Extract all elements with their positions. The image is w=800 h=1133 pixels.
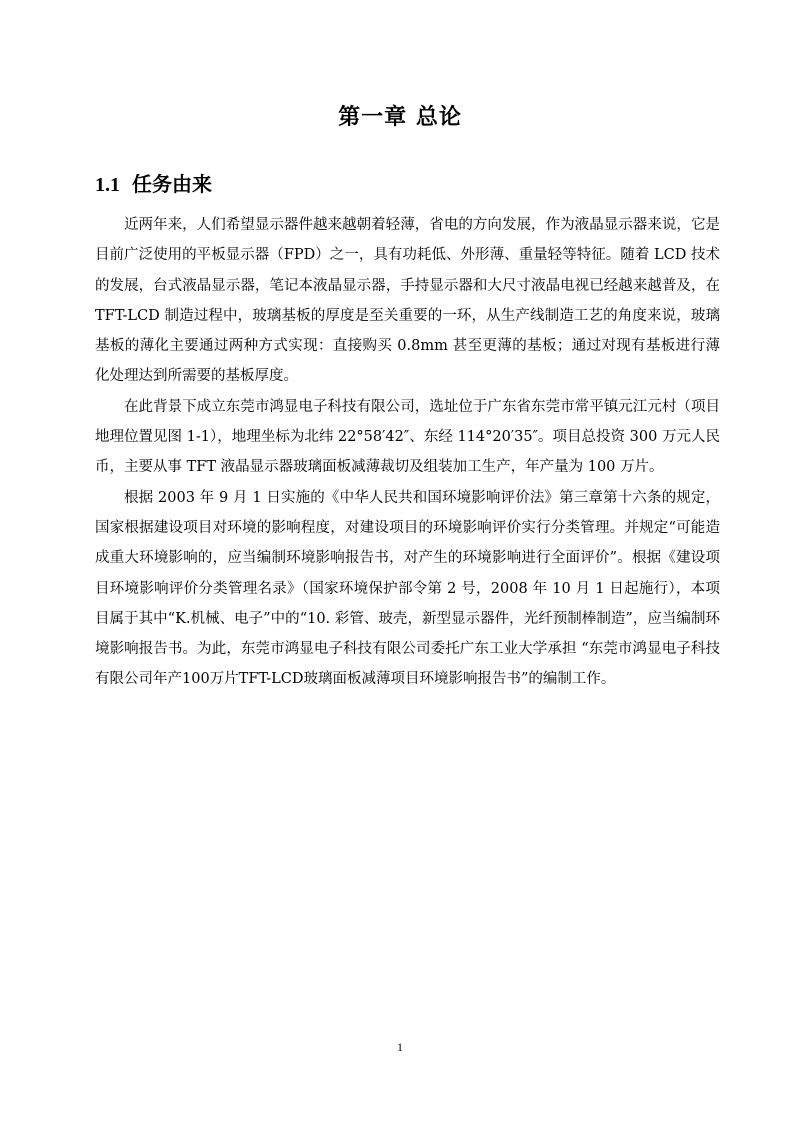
section-title: 任务由来 [132,172,212,196]
section-number: 1.1 [95,174,120,196]
paragraph-project-overview: 在此背景下成立东莞市鸿显电子科技有限公司，选址位于广东省东莞市常平镇元江元村（项目地理位置见图 1-1），地理坐标为北纬 22°58′42″、东经 114°20′35″。项目总投资 300 万元人民币，主要从事 TFT 液晶显示器玻璃面板减薄裁切及组装加工生产，年产量为 100 万片。 [95,398,720,476]
section-heading [95,168,212,197]
page-number: 1 [397,1040,403,1054]
body-text [95,210,720,695]
paragraph-legal-basis: 根据 2003 年 9 月 1 日实施的《中华人民共和国环境影响评价法》第三章第十六条的规定，国家根据建设项目对环境的影响程度，对建设项目的环境影响评价实行分类管理。并规定“可能造成重大环境影响的，应当编制环境影响报告书，对产生的环境影响进行全面评价”。根据《建设项目环境影响评价分类管理名录》（国家环境保护部令第 2 号，2008 年 10 月 1 日起施行），本项目属于其中“K.机械、电子”中的“10. 彩管、玻壳，新型显示器件，光纤预制棒制造”，应当编制环境影响报告书。为此，东莞市鸿显电子科技有限公司委托广东工业大学承担 “东莞市鸿显电子科技有限公司年产100万片TFT-LCD玻璃面板减薄项目环境影响报告书”的编制工作。 [95,489,720,688]
paragraph-background: 近两年来，人们希望显示器件越来越朝着轻薄，省电的方向发展，作为液晶显示器来说，它是目前广泛使用的平板显示器（FPD）之一，具有功耗低、外形薄、重量轻等特征。随着 LCD 技术的发展，台式液晶显示器，笔记本液晶显示器，手持显示器和大尺寸液晶电视已经越来越普及，在 TFT-LCD 制造过程中，玻璃基板的厚度是至关重要的一环，从生产线制造工艺的角度来说，玻璃基板的薄化主要通过两种方式实现：直接购买 0.8mm 甚至更薄的基板；通过对现有基板进行薄化处理达到所需要的基板厚度。 [95,217,720,385]
chapter-title: 第一章 总论 [338,104,462,130]
